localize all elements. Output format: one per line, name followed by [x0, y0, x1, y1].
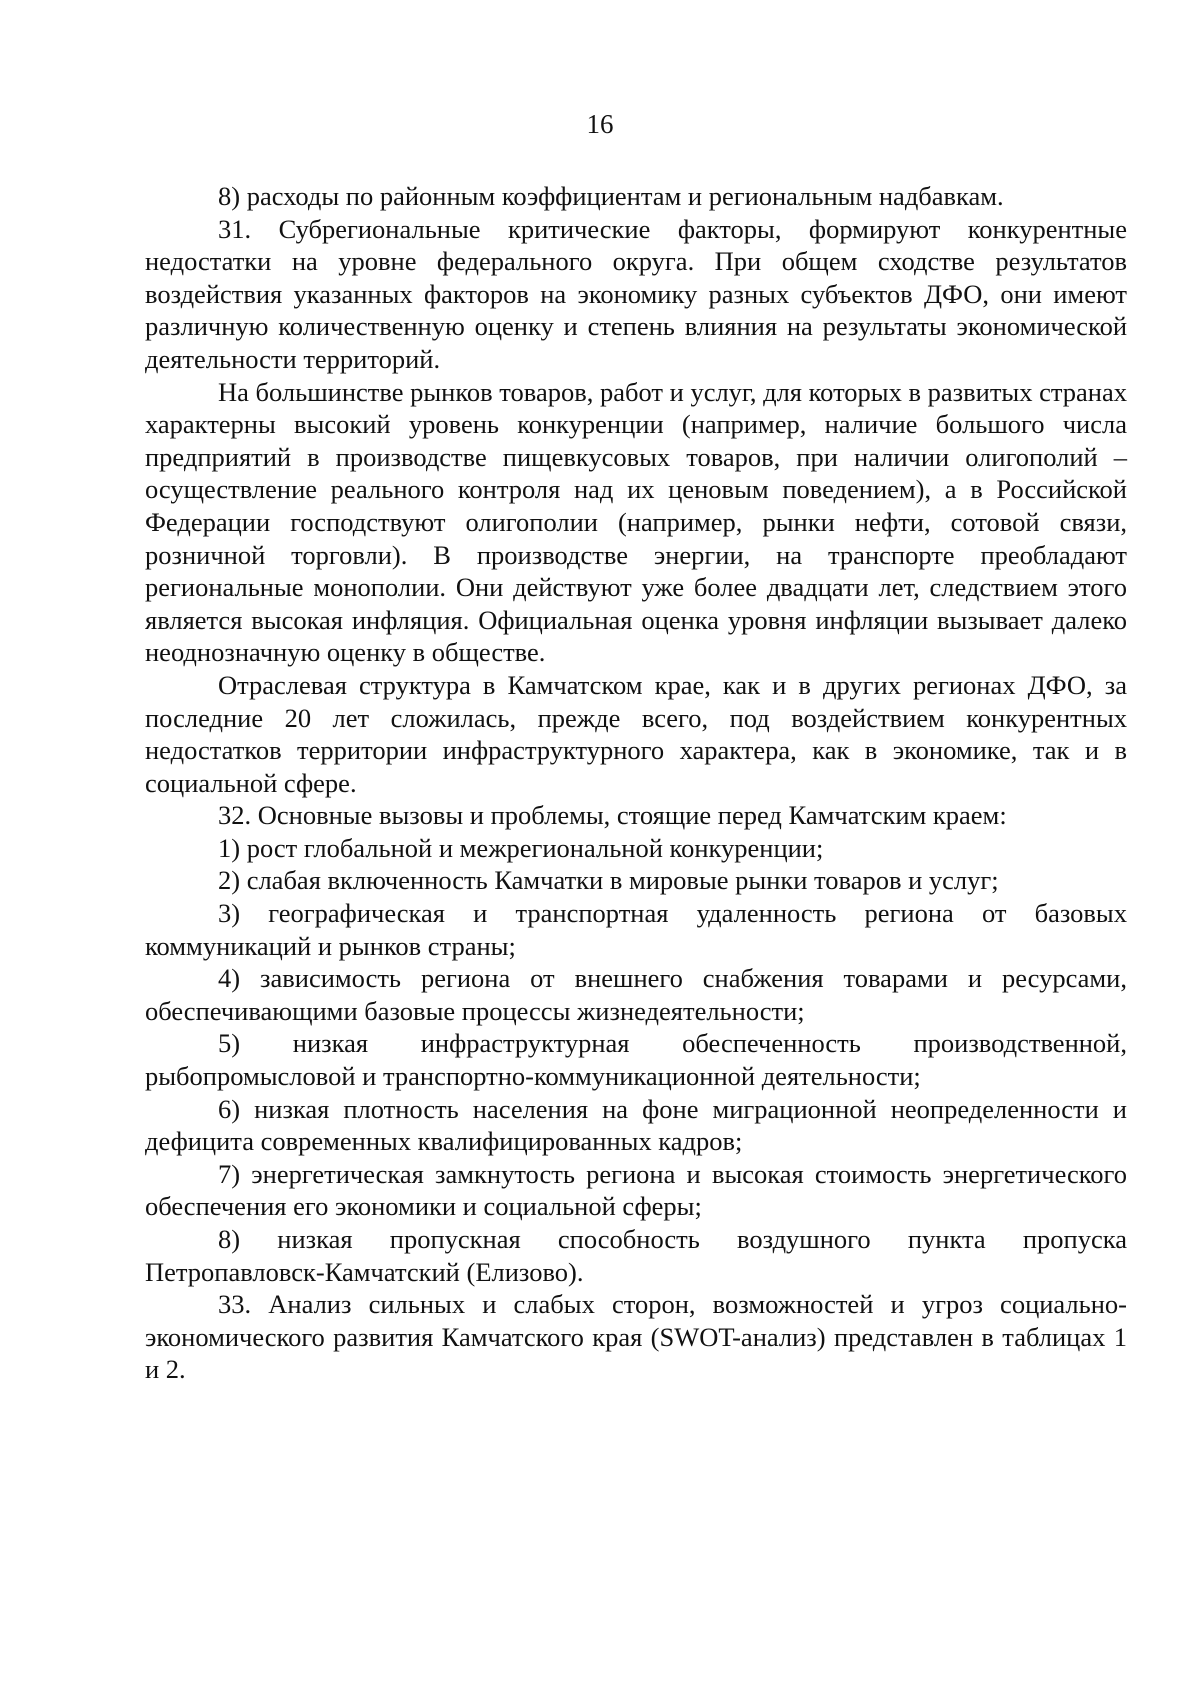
paragraph-industry-structure: Отраслевая структура в Камчатском крае, как и в других регионах ДФО, за последние 20 лет сложилась, прежде всего, под воздействием конкурентных недостатков территории инфраструктурного характера, как в экономике, так и в социальной сфере.	[145, 669, 1127, 798]
paragraph-markets: На большинстве рынков товаров, работ и услуг, для которых в развитых странах характерны высокий уровень конкуренции (например, наличие большого числа предприятий в производстве пищевкусовых товаров, при наличии олигополий – осуществление реального контроля над их ценовым поведением), а в Российской Федерации господствуют олигополии (например, рынки нефти, сотовой связи, розничной торговли). В производстве энергии, на транспорте преобладают региональные монополии. Они действуют уже более двадцати лет, следствием этого является высокая инфляция. Официальная оценка уровня инфляции вызывает далеко неоднозначную оценку в обществе.	[145, 376, 1127, 668]
paragraph-32: 32. Основные вызовы и проблемы, стоящие перед Камчатским краем:	[218, 800, 1007, 831]
list-item-6: 6) низкая плотность населения на фоне миграционной неопределенности и дефицита современных квалифицированных кадров;	[145, 1093, 1127, 1157]
list-item-7: 7) энергетическая замкнутость региона и высокая стоимость энергетического обеспечения его экономики и социальной сферы;	[145, 1158, 1127, 1222]
paragraph-33: 33. Анализ сильных и слабых сторон, возможностей и угроз социально-экономического развития Камчатского края (SWOT-анализ) представлен в таблицах 1 и 2.	[145, 1289, 1127, 1385]
document-body	[145, 180, 1127, 1386]
list-item-4: 4) зависимость региона от внешнего снабжения товарами и ресурсами, обеспечивающими базовые процессы жизнедеятельности;	[145, 963, 1127, 1026]
list-item-5: 5) низкая инфраструктурная обеспеченность производственной, рыбопромысловой и транспортно-коммуникационной деятельности;	[145, 1028, 1127, 1092]
list-item-3: 3) географическая и транспортная удаленность региона от базовых коммуникаций и рынков страны;	[145, 898, 1127, 961]
paragraph-item-8-costs: 8) расходы по районным коэффициентам и региональным надбавкам.	[218, 181, 1004, 211]
paragraph-31: 31. Субрегиональные критические факторы, формируют конкурентные недостатки на уровне федерального округа. При общем сходстве результатов воздействия указанных факторов на экономику разных субъектов ДФО, они имеют различную количественную оценку и степень влияния на результаты экономической деятельности территорий.	[145, 213, 1127, 374]
list-item-8: 8) низкая пропускная способность воздушного пункта пропуска Петропавловск-Камчатский (Елизово).	[145, 1224, 1127, 1287]
list-item-2: 2) слабая включенность Камчатки в мировые рынки товаров и услуг;	[218, 865, 999, 896]
page-number: 16	[586, 109, 614, 139]
list-item-1: 1) рост глобальной и межрегиональной конкуренции;	[218, 832, 824, 863]
